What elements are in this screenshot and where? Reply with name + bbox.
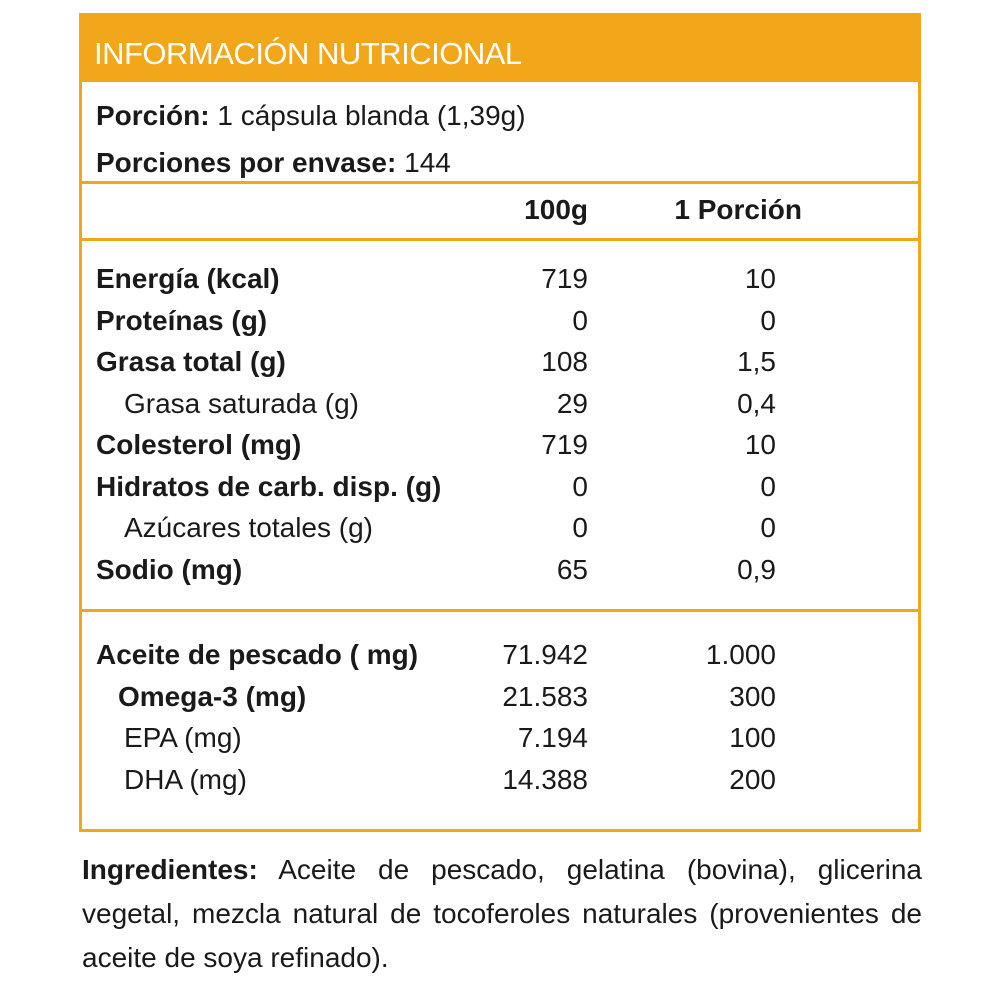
nutrient-row bbox=[82, 303, 918, 345]
nutrient-value-100g: 108 bbox=[541, 346, 588, 377]
servings-per-container-label: Porciones por envase: bbox=[96, 147, 397, 178]
column-headers bbox=[82, 184, 918, 241]
nutrition-facts-panel bbox=[79, 13, 921, 832]
nutrient-row bbox=[82, 261, 918, 303]
ingredients-label: Ingredientes: bbox=[82, 854, 258, 885]
nutrient-value-portion: 0 bbox=[760, 470, 776, 502]
serving-size-line bbox=[96, 92, 918, 139]
oil-value-100g: 14.388 bbox=[502, 763, 588, 795]
ingredients-text bbox=[82, 848, 922, 980]
nutrient-value-portion: 0,4 bbox=[737, 387, 776, 419]
oil-row bbox=[82, 762, 918, 804]
oil-name: DHA (mg) bbox=[124, 763, 247, 795]
nutrient-value-portion: 0 bbox=[760, 512, 776, 543]
nutrient-value-portion: 10 bbox=[744, 263, 776, 294]
panel-title: INFORMACIÓN NUTRICIONAL bbox=[82, 16, 918, 82]
serving-size-label: Porción: bbox=[96, 100, 210, 131]
column-header-portion: 1 Porción bbox=[674, 194, 802, 225]
nutrients-section bbox=[82, 241, 918, 612]
oil-row bbox=[82, 679, 918, 721]
oil-value-portion: 200 bbox=[729, 763, 776, 795]
oil-value-100g: 7.194 bbox=[517, 722, 588, 753]
nutrient-name: Hidratos de carb. disp. (g) bbox=[96, 470, 442, 502]
nutrient-name: Colesterol (mg) bbox=[96, 429, 302, 460]
nutrient-value-portion: 0,9 bbox=[737, 553, 776, 585]
serving-size-value: 1 cápsula blanda (1,39g) bbox=[209, 100, 526, 131]
oil-name: Omega-3 (mg) bbox=[118, 680, 307, 712]
nutrient-value-portion: 10 bbox=[744, 429, 776, 460]
nutrient-name: Energía (kcal) bbox=[96, 263, 280, 294]
nutrient-value-100g: 0 bbox=[572, 304, 588, 336]
oil-value-portion: 1.000 bbox=[705, 639, 776, 670]
oil-row bbox=[82, 720, 918, 762]
nutrient-value-100g: 0 bbox=[572, 512, 588, 543]
nutrient-name: Grasa total (g) bbox=[96, 346, 286, 377]
servings-per-container-value: 144 bbox=[396, 147, 451, 178]
nutrient-name: Sodio (mg) bbox=[96, 553, 243, 585]
oil-name: Aceite de pescado ( mg) bbox=[96, 639, 419, 670]
nutrient-value-100g: 719 bbox=[541, 263, 588, 294]
oil-row bbox=[82, 637, 918, 679]
ingredients-list: Aceite de pescado, gelatina (bovina), glicerina vegetal, mezcla natural de tocoferoles naturales (provenientes de aceite de soya refinado). bbox=[82, 854, 922, 973]
nutrient-row bbox=[82, 469, 918, 511]
fish-oil-section bbox=[82, 612, 918, 835]
nutrient-row bbox=[82, 344, 918, 386]
nutrient-value-100g: 0 bbox=[572, 470, 588, 502]
nutrient-value-100g: 65 bbox=[556, 553, 588, 585]
nutrient-value-100g: 719 bbox=[541, 429, 588, 460]
nutrient-row bbox=[82, 510, 918, 552]
serving-info bbox=[82, 82, 918, 184]
nutrient-name: Azúcares totales (g) bbox=[124, 512, 373, 543]
nutrient-name: Proteínas (g) bbox=[96, 304, 268, 336]
oil-value-100g: 21.583 bbox=[502, 680, 588, 712]
servings-per-container-line bbox=[96, 139, 918, 186]
oil-value-100g: 71.942 bbox=[502, 639, 588, 670]
nutrient-value-100g: 29 bbox=[556, 387, 588, 419]
nutrient-value-portion: 1,5 bbox=[737, 346, 776, 377]
nutrient-name: Grasa saturada (g) bbox=[124, 387, 359, 419]
oil-value-portion: 300 bbox=[729, 680, 776, 712]
oil-name: EPA (mg) bbox=[124, 722, 242, 753]
oil-value-portion: 100 bbox=[729, 722, 776, 753]
nutrient-value-portion: 0 bbox=[760, 304, 776, 336]
nutrient-row bbox=[82, 552, 918, 594]
nutrient-row bbox=[82, 386, 918, 428]
column-header-100g: 100g bbox=[524, 194, 588, 225]
nutrient-row bbox=[82, 427, 918, 469]
